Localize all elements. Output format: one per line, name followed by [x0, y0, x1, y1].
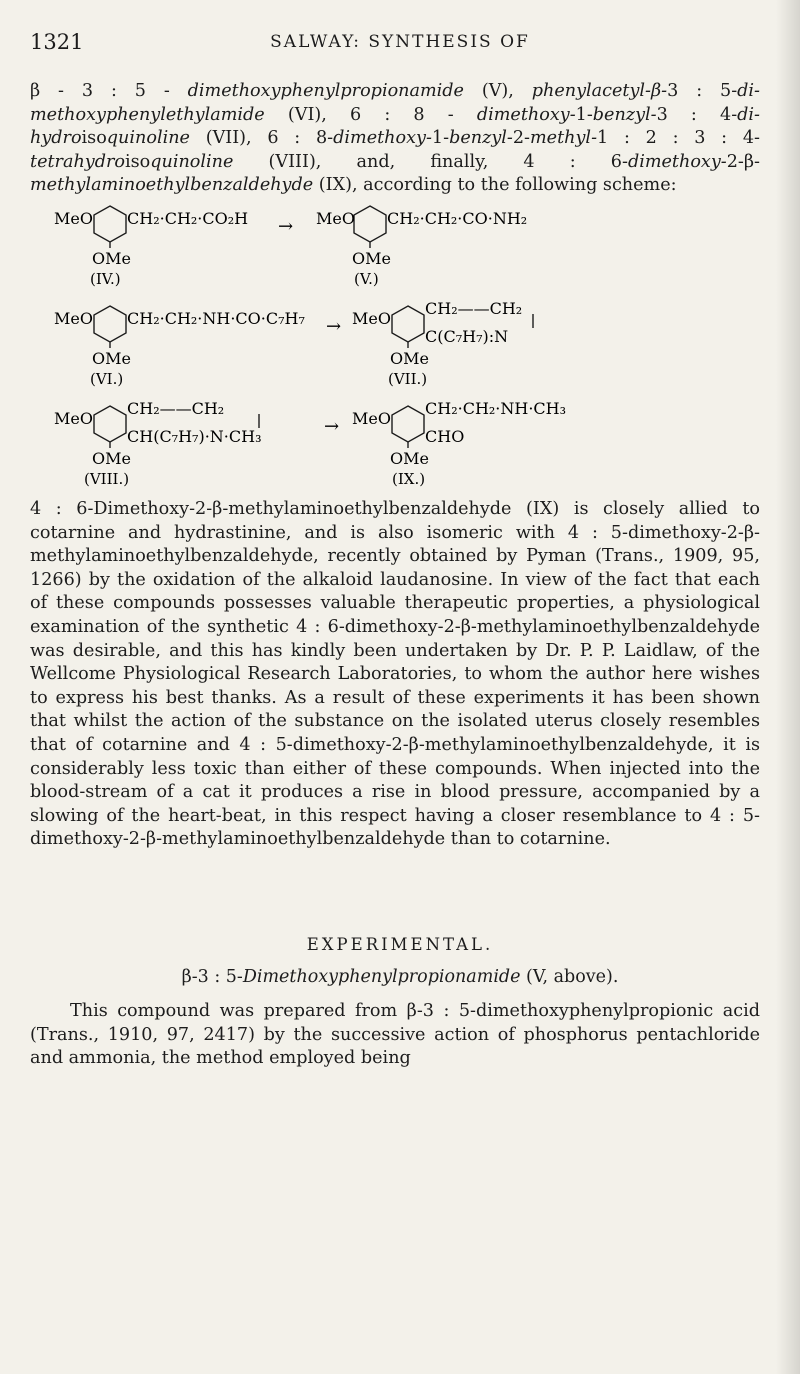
compound-name: dimethoxy- [333, 128, 432, 149]
running-head: SALWAY: SYNTHESIS OF [270, 32, 530, 52]
compound-v-sidechain: CH₂·CH₂·CO·NH₂ [387, 209, 528, 228]
ome-label: OMe [352, 249, 391, 268]
intro-text: 1- [575, 104, 593, 125]
ome-label: OMe [92, 349, 131, 368]
compound-name: di-methoxyphenylethylamide [30, 81, 760, 125]
intro-text: (IX), according to the following scheme: [313, 175, 677, 196]
page-edge-shadow [776, 0, 800, 1374]
compound-ix-top: CH₂·CH₂·NH·CH₃ [425, 399, 567, 418]
intro-text: 1- [431, 128, 450, 149]
page-header [30, 30, 770, 60]
intro-text: (V), [463, 81, 532, 101]
compound-label-ix: (IX.) [392, 470, 426, 488]
subsection-prefix: β-3 : 5- [181, 967, 243, 987]
benzene-ring-vi [94, 306, 126, 342]
meo-label: MeO [54, 209, 93, 228]
intro-text: (VIII), and, finally, 4 : 6- [233, 151, 628, 172]
compound-name: tetrahydro [30, 151, 125, 172]
meo-label: MeO [316, 209, 355, 228]
intro-text: iso [81, 128, 107, 149]
compound-name: Dimethoxyphenylpropionamide [242, 967, 521, 987]
compound-name: di-hydro [30, 104, 760, 149]
compound-name: quinoline [106, 128, 190, 149]
intro-paragraph [30, 80, 760, 198]
compound-label-viii: (VIII.) [84, 470, 130, 488]
compound-name: dimethoxy- [476, 104, 576, 125]
compound-name: phenylacetyl-β- [531, 81, 668, 101]
benzene-ring-v [354, 206, 386, 242]
ome-label: OMe [92, 249, 131, 268]
compound-viii-bottom: CH(C₇H₇)·N·CH₃ [127, 427, 262, 446]
benzene-ring-iv [94, 206, 126, 242]
intro-text: (VI), 6 : 8 - [264, 104, 477, 125]
compound-label-vii: (VII.) [388, 370, 428, 388]
reaction-arrow: → [278, 216, 294, 237]
compound-vii-top: CH₂——CH₂ [425, 299, 523, 318]
page-number: 1321 [30, 30, 84, 54]
subsection-suffix: (V, above). [520, 967, 619, 987]
compound-label-v: (V.) [354, 270, 379, 288]
intro-text: 1 : 2 : 3 : 4- [597, 128, 760, 149]
benzene-ring-vii [392, 306, 424, 342]
intro-text: 2-β- [726, 151, 760, 172]
benzene-ring-viii [94, 406, 126, 442]
section-heading: EXPERIMENTAL. [306, 935, 494, 954]
compound-vii-bottom: C(C₇H₇):N [425, 327, 509, 346]
meo-label: MeO [352, 309, 391, 328]
intro-text: 3 : 4- [656, 104, 738, 125]
compound-name: methyl- [530, 128, 598, 149]
compound-name: quinoline [150, 151, 234, 172]
compound-name: methylaminoethylbenzaldehyde [30, 175, 314, 196]
ome-label: OMe [390, 449, 429, 468]
meo-label: MeO [54, 409, 93, 428]
compound-iv-sidechain: CH₂·CH₂·CO₂H [127, 209, 249, 228]
compound-name: benzyl- [449, 128, 513, 149]
compound-name: dimethoxyphenylpropionamide [187, 81, 464, 101]
intro-text: iso [125, 151, 151, 172]
reaction-arrow: → [326, 316, 342, 337]
benzene-ring-ix [392, 406, 424, 442]
compound-ix-bottom: CHO [425, 427, 465, 446]
meo-label: MeO [352, 409, 391, 428]
compound-name: dimethoxy- [627, 151, 727, 172]
discussion-text: 4 : 6-Dimethoxy-2-β-methylaminoethylbenzaldehyde (IX) is closely allied to cotarnine and hydrastinine, and is also isomeric with 4 : 5-dimethoxy-2-β-methylaminoethylbenzaldehyde, recently obtained by Pyman (Trans., 1909, 95, 1266) by the oxidation of the alkaloid laudanosine. In view of the fact that each of these compounds possesses valuable therapeutic properties, a physiological examination of the synthetic 4 : 6-dimethoxy-2-β-methylaminoethylbenzaldehyde was desirable, and this has kindly been undertaken by Dr. P. P. Laidlaw, of the Wellcome Physiological Research Laboratories, to whom the author here wishes to express his best thanks. As a result of these experiments it has been shown that whilst the action of the substance on the isolated uterus closely resembles that of cotarnine and 4 : 5-dimethoxy-2-β-methylaminoethylbenzaldehyde, it is considerably less toxic than either of these compounds. When injected into the blood-stream of a cat it produces a rise in blood pressure, accompanied by a slowing of the heart-beat, in this respect having a closer resemblance to 4 : 5-dimethoxy-2-β-methylaminoethylbenzaldehyde than to cotarnine. [30, 499, 760, 850]
ome-label: OMe [390, 349, 429, 368]
subsection-heading [0, 967, 800, 987]
compound-label-iv: (IV.) [90, 270, 121, 288]
intro-text: 2- [512, 128, 530, 149]
meo-label: MeO [54, 309, 93, 328]
compound-label-vi: (VI.) [90, 370, 124, 388]
reaction-arrow: → [324, 416, 340, 437]
intro-text: β - 3 : 5 - [30, 81, 188, 101]
compound-viii-top: CH₂——CH₂ [127, 399, 225, 418]
compound-vi-sidechain: CH₂·CH₂·NH·CO·C₇H₇ [127, 309, 305, 328]
experimental-paragraph: This compound was prepared from β-3 : 5-dimethoxyphenylpropionic acid (Trans., 1910, 97, 2417) by the successive action of phosphorus pentachloride and ammonia, the method employed being [30, 1001, 760, 1069]
intro-text: 3 : 5- [667, 81, 738, 101]
intro-text: (VII), 6 : 8- [189, 128, 334, 149]
compound-name: benzyl- [592, 104, 657, 125]
ome-label: OMe [92, 449, 131, 468]
body-paragraph [30, 498, 760, 852]
